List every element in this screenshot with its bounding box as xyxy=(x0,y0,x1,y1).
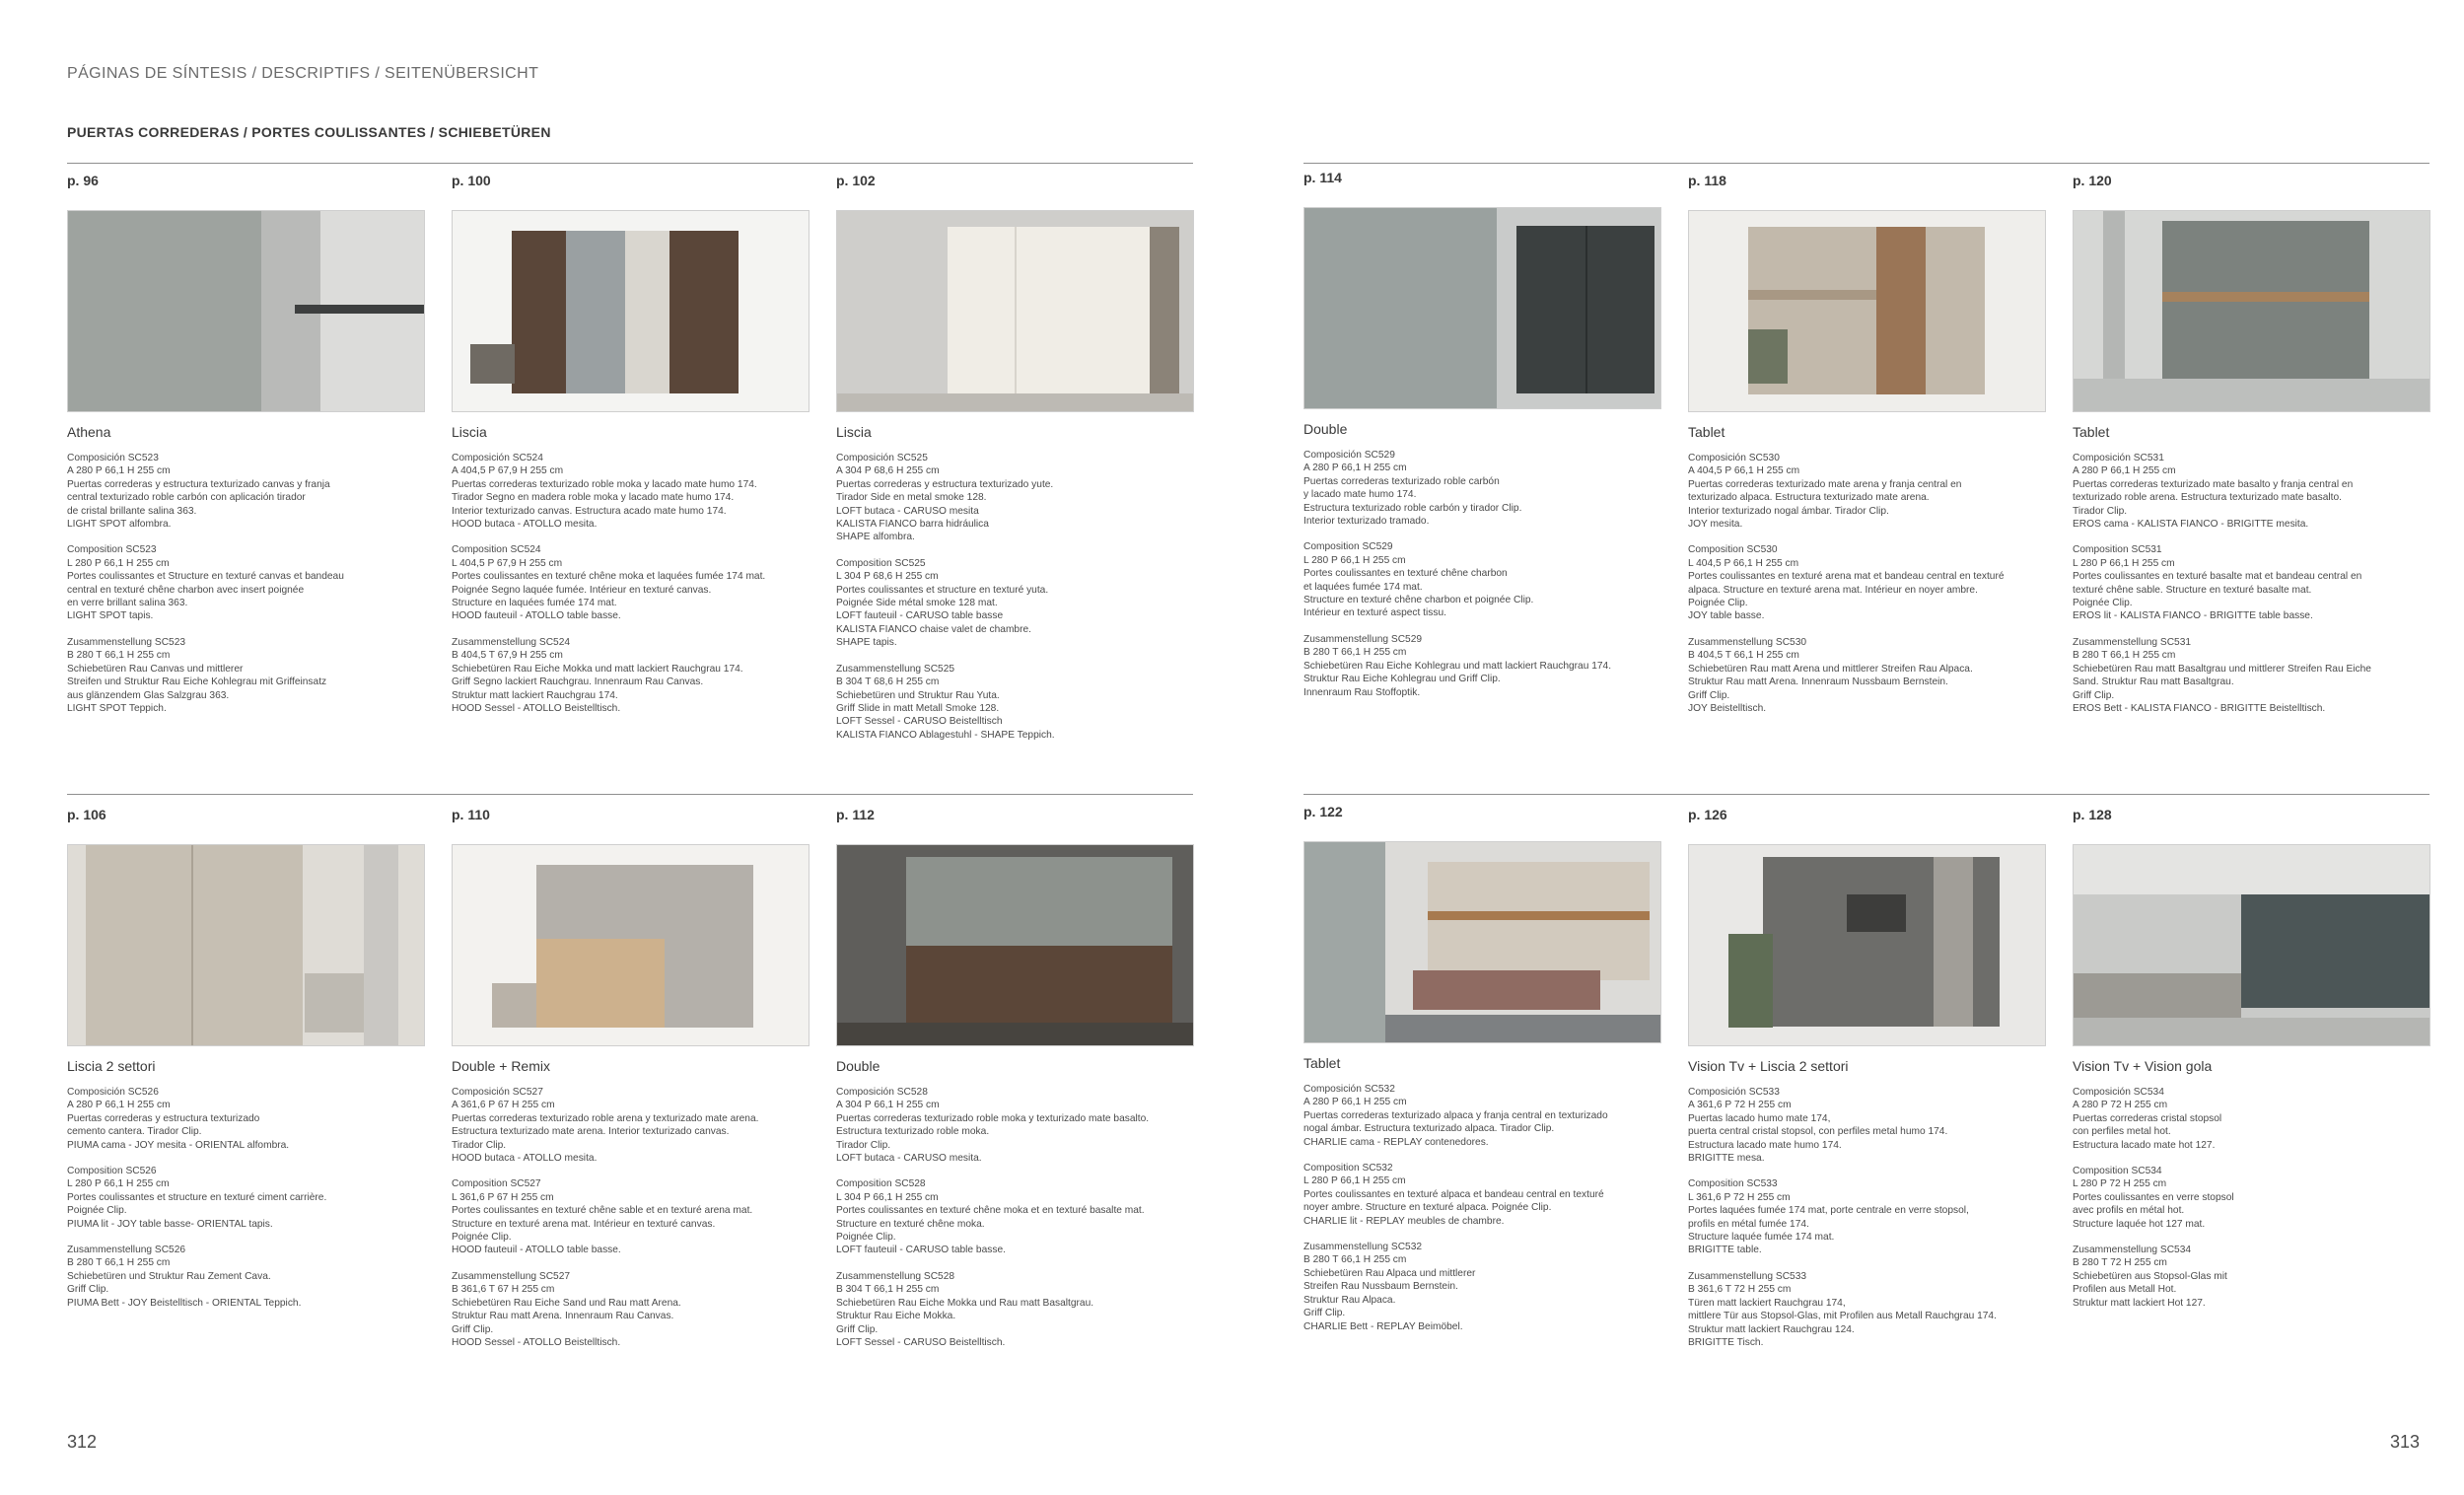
spec-block-es: Composición SC532 A 280 P 66,1 H 255 cm Puertas correderas texturizado alpaca y franja central en texturizado nogal ámbar. Estructura texturizado alpaca. Tirador Clip. CHARLIE cama - REPLAY contenedores. xyxy=(1303,1084,1608,1148)
spec-block-de: Zusammenstellung SC529 B 280 T 66,1 H 255 cm Schiebetüren Rau Eiche Kohlegrau und matt lackiert Rauchgrau 174. Struktur Rau Eiche Kohlegrau und Griff Clip. Innenraum Rau Stoffoptik. xyxy=(1303,633,1612,698)
page-ref: p. 120 xyxy=(2073,173,2112,188)
product-description xyxy=(1303,1083,1663,1333)
product-card xyxy=(2073,807,2432,1322)
spec-block-es: Composición SC525 A 304 P 68,6 H 255 cm Puertas correderas y estructura texturizado yute. Tirador Side en metal smoke 128. LOFT butaca - CARUSO mesita KALISTA FIANCO barra hidráulica SHAPE alfombra. xyxy=(836,453,1054,543)
spec-block-fr: Composition SC526 L 280 P 66,1 H 255 cm Portes coulissantes et structure en texturé ciment carrière. Poignée Clip. PIUMA lit - JOY table basse- ORIENTAL tapis. xyxy=(67,1166,327,1230)
spec-block-fr: Composition SC531 L 280 P 66,1 H 255 cm Portes coulissantes en texturé basalte mat et bandeau central en texturé chêne sable. Structure en texturé basalte mat. Poignée Clip. EROS lit - KALISTA FIANCO - BRIGITTE table basse. xyxy=(2073,544,2362,622)
product-title: Double + Remix xyxy=(452,1058,550,1074)
product-title: Liscia xyxy=(836,424,872,440)
spec-block-de: Zusammenstellung SC525 B 304 T 68,6 H 255 cm Schiebetüren und Struktur Rau Yuta. Griff Slide in matt Metall Smoke 128. LOFT Sessel - CARUSO Beistelltisch KALISTA FIANCO Ablagestuhl - SHAPE Teppich. xyxy=(836,663,1055,741)
spec-block-fr: Composition SC534 L 280 P 72 H 255 cm Portes coulissantes en verre stopsol avec profils en métal hot. Structure laquée hot 127 mat. xyxy=(2073,1166,2234,1230)
page-header: PÁGINAS DE SÍNTESIS / DESCRIPTIFS / SEITENÜBERSICHT xyxy=(67,65,539,82)
double-mokka-photo xyxy=(836,844,1194,1046)
liscia-2-settori-photo xyxy=(67,844,425,1046)
product-card xyxy=(1688,173,2048,728)
product-card xyxy=(452,807,811,1362)
spec-block-es: Composición SC523 A 280 P 66,1 H 255 cm Puertas correderas y estructura texturizado canvas y franja central texturizado roble carbón con aplicación tirador de cristal brillante salina 363. LIGHT SPOT alfombra. xyxy=(67,453,330,531)
product-card xyxy=(452,173,811,728)
page-ref: p. 106 xyxy=(67,807,106,822)
product-card xyxy=(836,807,1196,1362)
spec-block-es: Composición SC529 A 280 P 66,1 H 255 cm Puertas correderas texturizado roble carbón y lacado mate humo 174. Estructura texturizado roble carbón y tirador Clip. Interior texturizado tramado. xyxy=(1303,450,1522,528)
product-description xyxy=(2073,1086,2432,1310)
tablet-bedroom-photo xyxy=(1303,841,1661,1043)
double-remix-photo xyxy=(452,844,810,1046)
product-card xyxy=(2073,173,2432,728)
spec-block-es: Composición SC534 A 280 P 72 H 255 cm Puertas correderas cristal stopsol con perfiles metal hot. Estructura lacado mate hot 127. xyxy=(2073,1087,2222,1151)
product-description xyxy=(2073,452,2432,715)
liscia-wardrobe-photo xyxy=(452,210,810,412)
spec-block-fr: Composition SC527 L 361,6 P 67 H 255 cm Portes coulissantes en texturé chêne sable et en texturé arena mat. Structure en texturé arena mat. Intérieur en texturé canvas. Poignée Clip. HOOD fauteuil - ATOLLO table basse. xyxy=(452,1178,753,1256)
page-number-right: 313 xyxy=(2390,1432,2421,1452)
product-title: Tablet xyxy=(1303,1055,1341,1071)
product-description xyxy=(1688,452,2048,715)
product-description xyxy=(67,1086,427,1310)
spec-block-fr: Composition SC523 L 280 P 66,1 H 255 cm Portes coulissantes et Structure en texturé canvas et bandeau central en texturé chêne charbon avec insert poignée en verre brillant salina 363. LIGHT SPOT tapis. xyxy=(67,544,344,622)
spec-block-es: Composición SC530 A 404,5 P 66,1 H 255 cm Puertas correderas texturizado mate arena y franja central en texturizado alpaca. Estructura texturizado mate arena. Interior texturizado nogal ámbar. Tirador Clip. JOY mesita. xyxy=(1688,453,1962,531)
tablet-grey-wardrobe-photo xyxy=(2073,210,2430,412)
spec-block-fr: Composition SC524 L 404,5 P 67,9 H 255 cm Portes coulissantes en texturé chêne moka et laquées fumée 174 mat. Poignée Segno laquée fumée. Intérieur en texturé canvas. Structure en laquées fumée 174 mat. HOOD fauteuil - ATOLLO table basse. xyxy=(452,544,766,622)
spec-block-de: Zusammenstellung SC530 B 404,5 T 66,1 H 255 cm Schiebetüren Rau matt Arena und mittlerer Streifen Rau Alpaca. Struktur Rau matt Arena. Innenraum Nussbaum Bernstein. Griff Clip. JOY Beistelltisch. xyxy=(1688,636,1973,714)
product-title: Tablet xyxy=(1688,424,1725,440)
spec-block-fr: Composition SC529 L 280 P 66,1 H 255 cm Portes coulissantes en texturé chêne charbon et laquées fumée 174 mat. Structure en texturé chêne charbon et poignée Clip. Intérieur en texturé aspect tissu. xyxy=(1303,541,1534,619)
spec-block-fr: Composition SC530 L 404,5 P 66,1 H 255 cm Portes coulissantes en texturé arena mat et bandeau central en texturé alpaca. Structure en texturé arena mat. Intérieur en noyer ambre. Poignée Clip. JOY table basse. xyxy=(1688,544,2005,622)
spec-block-de: Zusammenstellung SC524 B 404,5 T 67,9 H 255 cm Schiebetüren Rau Eiche Mokka und matt lackiert Rauchgrau 174. Griff Segno lackiert Rauchgrau. Innenraum Rau Canvas. Struktur matt lackiert Rauchgrau 174. HOOD Sessel - ATOLLO Beistelltisch. xyxy=(452,636,743,714)
page-ref: p. 126 xyxy=(1688,807,1727,822)
page-ref: p. 122 xyxy=(1303,804,1343,819)
page-number-left: 312 xyxy=(67,1432,98,1452)
page-ref: p. 118 xyxy=(1688,173,1726,188)
page-ref: p. 96 xyxy=(67,173,99,188)
spec-block-de: Zusammenstellung SC527 B 361,6 T 67 H 255 cm Schiebetüren Rau Eiche Sand und Rau matt Arena. Struktur Rau matt Arena. Innenraum Rau Canvas. Griff Clip. HOOD Sessel - ATOLLO Beistelltisch. xyxy=(452,1270,681,1348)
product-title: Tablet xyxy=(2073,424,2110,440)
page-ref: p. 102 xyxy=(836,173,876,188)
spec-block-de: Zusammenstellung SC532 B 280 T 66,1 H 255 cm Schiebetüren Rau Alpaca und mittlerer Streifen Rau Nussbaum Bernstein. Struktur Rau Alpaca. Griff Clip. CHARLIE Bett - REPLAY Beimöbel. xyxy=(1303,1242,1476,1332)
product-card xyxy=(836,173,1196,754)
athena-wardrobe-photo xyxy=(67,210,425,412)
spec-block-de: Zusammenstellung SC534 B 280 T 72 H 255 cm Schiebetüren aus Stopsol-Glas mit Profilen aus Metall Hot. Struktur matt lackiert Hot 127. xyxy=(2073,1245,2227,1309)
page-ref: p. 112 xyxy=(836,807,875,822)
product-title: Liscia xyxy=(452,424,487,440)
vision-gola-photo xyxy=(2073,844,2430,1046)
spec-block-es: Composición SC526 A 280 P 66,1 H 255 cm Puertas correderas y estructura texturizado cemento cantera. Tirador Clip. PIUMA cama - JOY mesita - ORIENTAL alfombra. xyxy=(67,1087,290,1151)
product-card xyxy=(67,807,427,1322)
divider-mid-right xyxy=(1303,794,2429,795)
spec-block-es: Composición SC533 A 361,6 P 72 H 255 cm Puertas lacado humo mate 174, puerta central cristal stopsol, con perfiles metal humo 174. Estructura lacado mate humo 174. BRIGITTE mesa. xyxy=(1688,1087,1948,1165)
double-dark-wardrobe-photo xyxy=(1303,207,1661,409)
spec-block-de: Zusammenstellung SC528 B 304 T 66,1 H 255 cm Schiebetüren Rau Eiche Mokka und Rau matt Basaltgrau. Struktur Rau Eiche Mokka. Griff Clip. LOFT Sessel - CARUSO Beistelltisch. xyxy=(836,1270,1094,1348)
spec-block-de: Zusammenstellung SC531 B 280 T 66,1 H 255 cm Schiebetüren Rau matt Basaltgrau und mittlerer Streifen Rau Eiche Sand. Struktur Rau matt Basaltgrau. Griff Clip. EROS Bett - KALISTA FIANCO - BRIGITTE Beistelltisch. xyxy=(2073,636,2371,714)
product-description xyxy=(836,1086,1196,1349)
divider-top-right xyxy=(1303,163,2429,164)
product-title: Double xyxy=(836,1058,880,1074)
spec-block-fr: Composition SC525 L 304 P 68,6 H 255 cm Portes coulissantes et structure en texturé yuta. Poignée Side métal smoke 128 mat. LOFT fauteuil - CARUSO table basse KALISTA FIANCO chaise valet de chambre. SHAPE tapis. xyxy=(836,557,1049,649)
product-description xyxy=(836,452,1196,742)
product-description xyxy=(1303,449,1663,699)
product-title: Vision Tv + Vision gola xyxy=(2073,1058,2213,1074)
product-description xyxy=(67,452,427,715)
vision-tv-photo xyxy=(1688,844,2046,1046)
product-title: Double xyxy=(1303,421,1348,437)
product-title: Vision Tv + Liscia 2 settori xyxy=(1688,1058,1849,1074)
page-ref: p. 114 xyxy=(1303,170,1342,185)
spec-block-es: Composición SC524 A 404,5 P 67,9 H 255 cm Puertas correderas texturizado roble moka y lacado mate humo 174. Tirador Segno en madera roble moka y lacado mate humo 174. Interior texturizado canvas. Estructura acado mate humo 174. HOOD butaca - ATOLLO mesita. xyxy=(452,453,757,531)
spec-block-fr: Composition SC533 L 361,6 P 72 H 255 cm Portes laquées fumée 174 mat, porte centrale en verre stopsol, profils en métal fumée 174. Structure laquée fumée 174 mat. BRIGITTE table. xyxy=(1688,1178,1969,1256)
page-ref: p. 110 xyxy=(452,807,490,822)
divider-mid-left xyxy=(67,794,1193,795)
spec-block-es: Composición SC531 A 280 P 66,1 H 255 cm Puertas correderas texturizado mate basalto y franja central en texturizado roble arena. Estructura texturizado mate basalto. Tirador Clip. EROS cama - KALISTA FIANCO - BRIGITTE mesita. xyxy=(2073,453,2354,531)
product-card xyxy=(1303,170,1663,712)
product-description xyxy=(1688,1086,2048,1349)
divider-top-left xyxy=(67,163,1193,164)
section-title: PUERTAS CORREDERAS / PORTES COULISSANTES / SCHIEBETÜREN xyxy=(67,124,551,140)
spec-block-de: Zusammenstellung SC526 B 280 T 66,1 H 255 cm Schiebetüren und Struktur Rau Zement Cava. Griff Clip. PIUMA Bett - JOY Beistelltisch - ORIENTAL Teppich. xyxy=(67,1245,302,1309)
page-ref: p. 128 xyxy=(2073,807,2112,822)
product-card xyxy=(1688,807,2048,1362)
product-card xyxy=(1303,804,1663,1346)
spec-block-de: Zusammenstellung SC523 B 280 T 66,1 H 255 cm Schiebetüren Rau Canvas und mittlerer Streifen und Struktur Rau Eiche Kohlegrau mit Griffeinsatz aus glänzendem Glas Salzgrau 363. LIGHT SPOT Teppich. xyxy=(67,636,327,714)
page-ref: p. 100 xyxy=(452,173,491,188)
spec-block-fr: Composition SC528 L 304 P 66,1 H 255 cm Portes coulissantes en texturé chêne moka et en texturé basalte mat. Structure en texturé chêne moka. Poignée Clip. LOFT fauteuil - CARUSO table basse. xyxy=(836,1178,1145,1256)
product-title: Liscia 2 settori xyxy=(67,1058,156,1074)
liscia-white-wardrobe-photo xyxy=(836,210,1194,412)
product-card xyxy=(67,173,427,728)
spec-block-de: Zusammenstellung SC533 B 361,6 T 72 H 255 cm Türen matt lackiert Rauchgrau 174, mittlere Tür aus Stopsol-Glas, mit Profilen aus Metall Rauchgrau 174. Struktur matt lackiert Rauchgrau 124. BRIGITTE Tisch. xyxy=(1688,1270,1997,1348)
spec-block-es: Composición SC528 A 304 P 66,1 H 255 cm Puertas correderas texturizado roble moka y texturizado mate basalto. Estructura texturizado roble moka. Tirador Clip. LOFT butaca - CARUSO mesita. xyxy=(836,1087,1150,1165)
spec-block-fr: Composition SC532 L 280 P 66,1 H 255 cm Portes coulissantes en texturé alpaca et bandeau central en texturé noyer ambre. Structure en texturé alpaca. Poignée Clip. CHARLIE lit - REPLAY meubles de chambre. xyxy=(1303,1163,1604,1227)
product-description xyxy=(452,452,811,715)
product-description xyxy=(452,1086,811,1349)
tablet-beige-wardrobe-photo xyxy=(1688,210,2046,412)
spec-block-es: Composición SC527 A 361,6 P 67 H 255 cm Puertas correderas texturizado roble arena y texturizado mate arena. Estructura texturizado mate arena. Interior texturizado canvas. Tirador Clip. HOOD butaca - ATOLLO mesita. xyxy=(452,1087,759,1165)
product-title: Athena xyxy=(67,424,111,440)
